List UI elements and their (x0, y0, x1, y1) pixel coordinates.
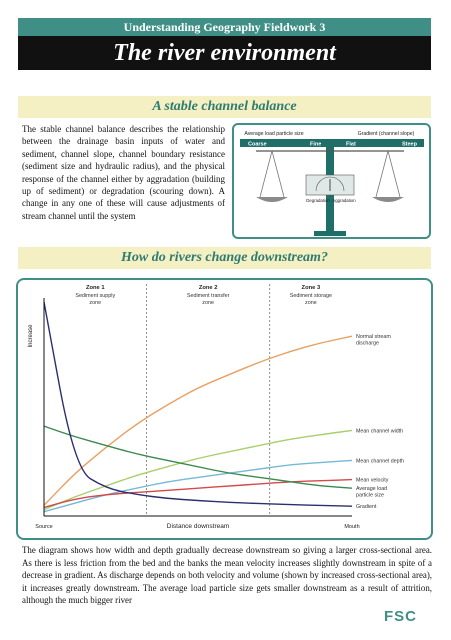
right-pan (372, 197, 404, 202)
fsc-logo: FSC (384, 608, 417, 625)
series-title: Understanding Geography Fieldwork 3 (18, 18, 431, 36)
series-line (44, 430, 352, 509)
downstream-chart-svg (18, 280, 431, 538)
scale-bar (240, 139, 424, 147)
series-label: Mean channel width (356, 428, 404, 435)
balance-svg (234, 125, 429, 237)
series-label: Mean channel depth (356, 458, 405, 465)
zone-subtitle: zone (89, 300, 102, 306)
degradation-label: Degradation (306, 198, 330, 203)
zone-subtitle: zone (202, 300, 215, 306)
left-scale-label: Average load particle size (244, 131, 304, 137)
zone-subtitle: Sediment storage (289, 293, 333, 299)
book-cover (12, 10, 437, 630)
zone-title: Zone 3 (301, 285, 321, 291)
zone-title: Zone 1 (85, 285, 105, 291)
series-line (44, 302, 352, 506)
zone-title: Zone 2 (198, 285, 218, 291)
scale-fine-label: Fine (310, 141, 322, 148)
zone-subtitle: Sediment transfer (186, 293, 230, 299)
zone-subtitle: zone (305, 300, 317, 306)
series-label: Normal stream (356, 334, 391, 341)
right-scale-label: Gradient (channel slope) (357, 131, 415, 137)
series-label: Gradient (356, 504, 377, 511)
x-axis-label: Distance downstream (166, 523, 230, 530)
section-heading-stable-channel: A stable channel balance (18, 96, 431, 118)
series-label: Average load (356, 486, 388, 493)
series-line (44, 460, 352, 511)
series-line (44, 336, 352, 505)
series-label: Mean velocity (356, 477, 389, 484)
series-label: particle size (356, 492, 384, 499)
section-heading-downstream: How do rivers change downstream? (18, 247, 431, 269)
left-pan (256, 197, 288, 202)
downstream-text: The diagram shows how width and depth gradually decrease downstream so giving a larger cross-sectional area. As there is less friction from the bed and the banks the mean velocity increases slightly downstream in spite of a decrease in gradient. As discharge depends on both velocity and volume (shown by increased cross-sectional area), it increases greatly downstream. The average load particle size gets smaller downstream as a result of attrition, although the much bigger river (22, 545, 432, 606)
y-axis-label: Increase (28, 324, 34, 348)
scale-flat-label: Flat (346, 141, 356, 148)
page-title: The river environment (18, 36, 431, 70)
balance-diagram (232, 123, 431, 239)
scale-steep-label: Steep (402, 141, 417, 148)
scale-coarse-label: Coarse (248, 141, 267, 148)
series-label: discharge (356, 340, 379, 347)
zone-subtitle: Sediment supply (75, 293, 116, 299)
x-start-label: Source (35, 524, 53, 530)
x-end-label: Mouth (344, 524, 360, 530)
downstream-chart (16, 278, 433, 540)
aggradation-label: Aggradation (332, 198, 356, 203)
stable-channel-text: The stable channel balance describes the relationship between the drainage basin inputs of water and sediment, channel slope, channel boundary resistance (sediment size and hydraulic radius), and the physical response of the channel either by aggradation (building up of sediment) or degradation (scouring down). A change in any one of these will cause adjustments of stream channel until the system (22, 124, 225, 221)
